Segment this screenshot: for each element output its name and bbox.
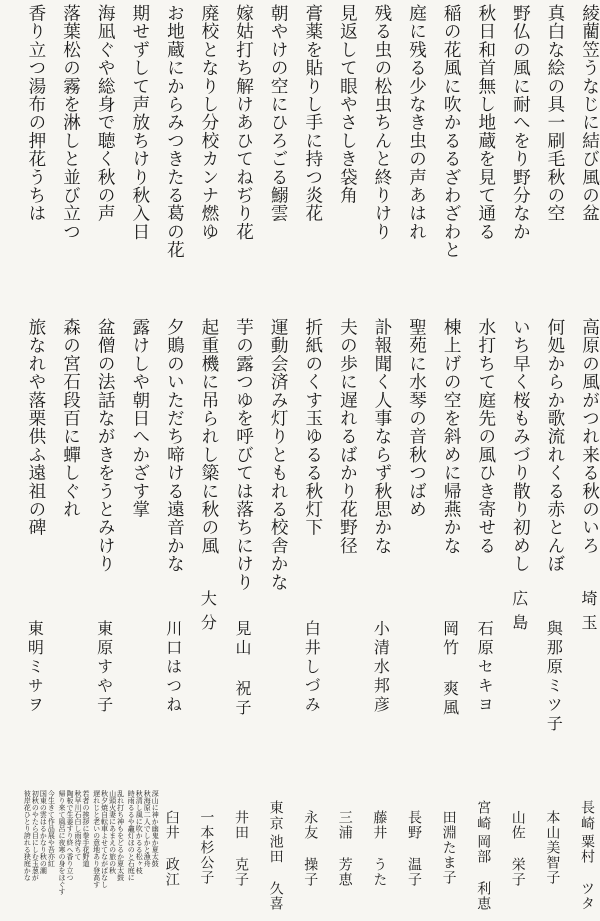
poem-text: 乱れ打ち神もをどるか夏太鼓 [116,790,125,881]
poem-text: 秋日和首無し地蔵を見て通る [475,4,496,241]
author-name: 池田 久喜 [267,834,284,911]
poem-column [473,318,503,578]
poem-column [508,0,538,300]
poem-column [404,318,434,578]
poem-column [577,590,600,790]
poem-column [369,800,399,920]
author-name: 長野 温子 [406,810,422,887]
author-name: 川口はつね [163,620,183,715]
poem-text: 運動会済み灯りともれる校舎かな [268,318,289,591]
poem-column [404,0,434,300]
poem-column [369,0,399,300]
poem-column [404,590,434,790]
poem-column [196,590,226,790]
poem-text: 遅れじと老いの意地あり登高す [92,790,101,888]
poem-column [508,590,538,790]
poem-column [577,318,600,578]
author-name: 山佐 栄子 [509,810,526,887]
poem-column [266,590,296,790]
poem-text: 秋夕焼自転車よせてながばなし [100,790,109,888]
poem-text: 山頭火妻にあまえの旅の秋 [108,790,117,874]
poem-column [23,318,53,578]
poem-text: 秋海原二人でしかと漁舟 [143,790,152,867]
poem-column [300,800,330,920]
poem-column [162,318,192,578]
author-name: 與那原ミツ子 [544,620,564,734]
author-name: 東明ミサヲ [25,620,45,715]
poem-text: 聖苑に水琴の音秋つばめ [406,318,427,519]
poem-column [93,0,123,300]
poem-text: 廃校となりし分校カンナ燃ゆ [198,4,219,241]
poem-column [196,800,226,920]
poem-column [127,790,160,920]
poem-column [508,318,538,578]
poem-column [473,590,503,790]
poem-text: 帰り来て風呂に夜寒の身をほぐす [58,790,66,895]
poem-text: 秋清し風に吹かるる松ヶ枝 [135,790,144,874]
poem-column [58,0,88,300]
poem-text: 膏薬を貼りし手に持つ炎花 [302,4,323,223]
poem-column [542,590,572,790]
poem-column [335,318,365,578]
prefecture-label: 東京 [267,800,284,832]
poem-text: 高原の風がつれ来る秋のいろ [579,318,600,555]
poem-text: 秋早川石白し雨待ちて [74,790,82,860]
poem-text: 夕鵙のいただち啼ける遠音かな [164,318,185,573]
poem-text: 若者の挨拶に拳手花野道 [82,790,90,867]
poem-text: 水打ちて庭先の風ひき寄せる [475,318,496,555]
poem-text: 嫁姑打ち解けあひてねぢり花 [233,4,254,241]
author-name: 藤井 うた [371,810,388,887]
author-name: 東原すや子 [94,620,114,715]
poem-column [231,318,261,591]
poem-text: 綾藺笠うなじに結び風の盆 [579,4,600,223]
poem-text: 庭に残る少なき虫の声あはれ [406,4,427,241]
poem-column [23,790,56,920]
poem-text: 野仏の風に耐へをり野分なか [510,4,531,241]
poem-column [473,800,503,920]
poem-column [58,590,88,790]
poem-column [542,800,572,920]
poem-column [23,590,53,790]
author-name: 小清水邦彦 [371,620,391,715]
poem-text: 芋の露つゆを呼びては落ちにけり [233,318,254,591]
poem-column [335,590,365,790]
prefecture-label: 宮崎 [475,800,492,832]
poem-column [127,590,157,790]
poem-column [196,0,226,300]
poem-column [577,800,600,920]
poem-text: いち早く桜もみづり散り初めし [510,318,531,573]
author-name: 石原セキヨ [475,620,495,715]
poem-text: 稲の花風に吹かるるざわざわと [441,4,462,259]
poem-column [542,0,572,300]
poem-text: 露けしや朝日へかざす掌 [129,318,150,519]
poem-column [127,0,157,300]
poem-text: 香り立つ湯布の押花うちは [25,4,46,223]
poem-text: 残る虫の松虫ちんと終りけり [371,4,392,241]
author-name: 永友 操子 [302,810,319,887]
author-name: 田淵たま子 [440,810,457,885]
poem-text: 棟上げの空を斜めに帰燕かな [441,318,462,555]
poem-column [335,800,365,920]
poem-column [266,318,296,591]
poem-column [266,0,296,300]
poem-text: 海凪ぐや総身で聴く秋の声 [95,4,116,223]
poem-column [473,0,503,300]
poem-column [439,800,469,920]
poem-column [369,590,399,790]
author-name: 岡部 利恵 [475,834,492,911]
author-name: 粟村 ツタ [579,834,595,911]
prefecture-label: 埼玉 [579,590,598,638]
poem-column [300,590,330,790]
poem-column [439,0,469,300]
author-name: 井田 克子 [233,810,249,887]
poem-column [335,0,365,300]
poem-column [508,800,538,920]
author-name: 一本杉公子 [198,810,215,885]
poem-column [300,318,330,578]
poem-text: お地蔵にからみつきたる葛の花 [164,4,185,259]
author-name: 白井しづみ [302,620,322,715]
author-name: 岡竹 爽風 [440,620,460,718]
poem-text: 折紙のくす玉ゆるる秋灯下 [302,318,323,537]
poem-column [404,800,434,920]
poem-column [231,0,261,300]
poem-column [266,800,296,920]
poem-column [577,0,600,300]
poem-column [231,590,261,790]
poem-text: 国東の雲はるかなり秋の潮 [39,790,48,874]
poem-text: 陶板で生姜すり終へ香り立つ [66,790,74,881]
poem-text: 落葉松の霧を淋しと並び立つ [60,4,81,241]
poem-column [231,800,261,920]
prefecture-label: 広島 [509,590,529,638]
poem-column [162,800,192,920]
poem-text: 真白な絵の具一刷毛秋の空 [544,4,565,223]
prefecture-label: 大分 [198,590,218,638]
poem-column [93,318,123,578]
poem-column [58,318,88,578]
poem-text: 起重機に吊られし簗に秋の風 [198,318,219,555]
poem-text: 夫の歩に遅れるばかり花野径 [337,318,358,555]
poem-text: 時雨るるや龕灯ほのと石庭に [127,790,136,881]
poem-text: 森の宮石段百に蟬しぐれ [60,318,81,519]
poem-text: 見返して眼やさしき袋角 [337,4,358,205]
poem-text: 深山に神か幽鬼か夏太鼓 [151,790,160,867]
prefecture-label: 長崎 [579,800,595,832]
poem-column [93,790,123,920]
poem-column [196,318,226,578]
poem-text: 何処からか歌流れくる赤とんぼ [544,318,565,573]
poem-column [369,318,399,578]
poem-column [23,0,53,300]
author-name: 見山 祝子 [233,620,252,718]
poem-text: 訃報聞く人事ならず秋思かな [371,318,392,555]
poem-column [439,590,469,790]
poem-text: 期せずして声放ちけり秋入日 [129,4,150,241]
poem-column [58,790,88,920]
poem-column [93,590,123,790]
poem-column [162,0,192,300]
author-name: 三浦 芳恵 [336,810,353,887]
author-name: 臼井 政江 [163,810,180,887]
poem-text: 彼岸花ひとり誇れる狭庭かな [23,790,32,881]
poem-text: 朝やけの空にひろごる鰯雲 [268,4,289,223]
poem-text: 今生きて作品展や吾亦紅 [47,790,56,867]
poem-column [542,318,572,578]
author-name: 本山美智子 [544,810,561,885]
poem-text: 旅なれや落栗供ふ遠祖の碑 [25,318,46,537]
poem-text: 盆僧の法話ながきをうとみけり [95,318,116,573]
poem-column [127,318,157,578]
poem-column [162,590,192,790]
poem-column [300,0,330,300]
poem-column [439,318,469,578]
poem-text: 初秋のやたら目にしむ玉葱が [31,790,40,881]
